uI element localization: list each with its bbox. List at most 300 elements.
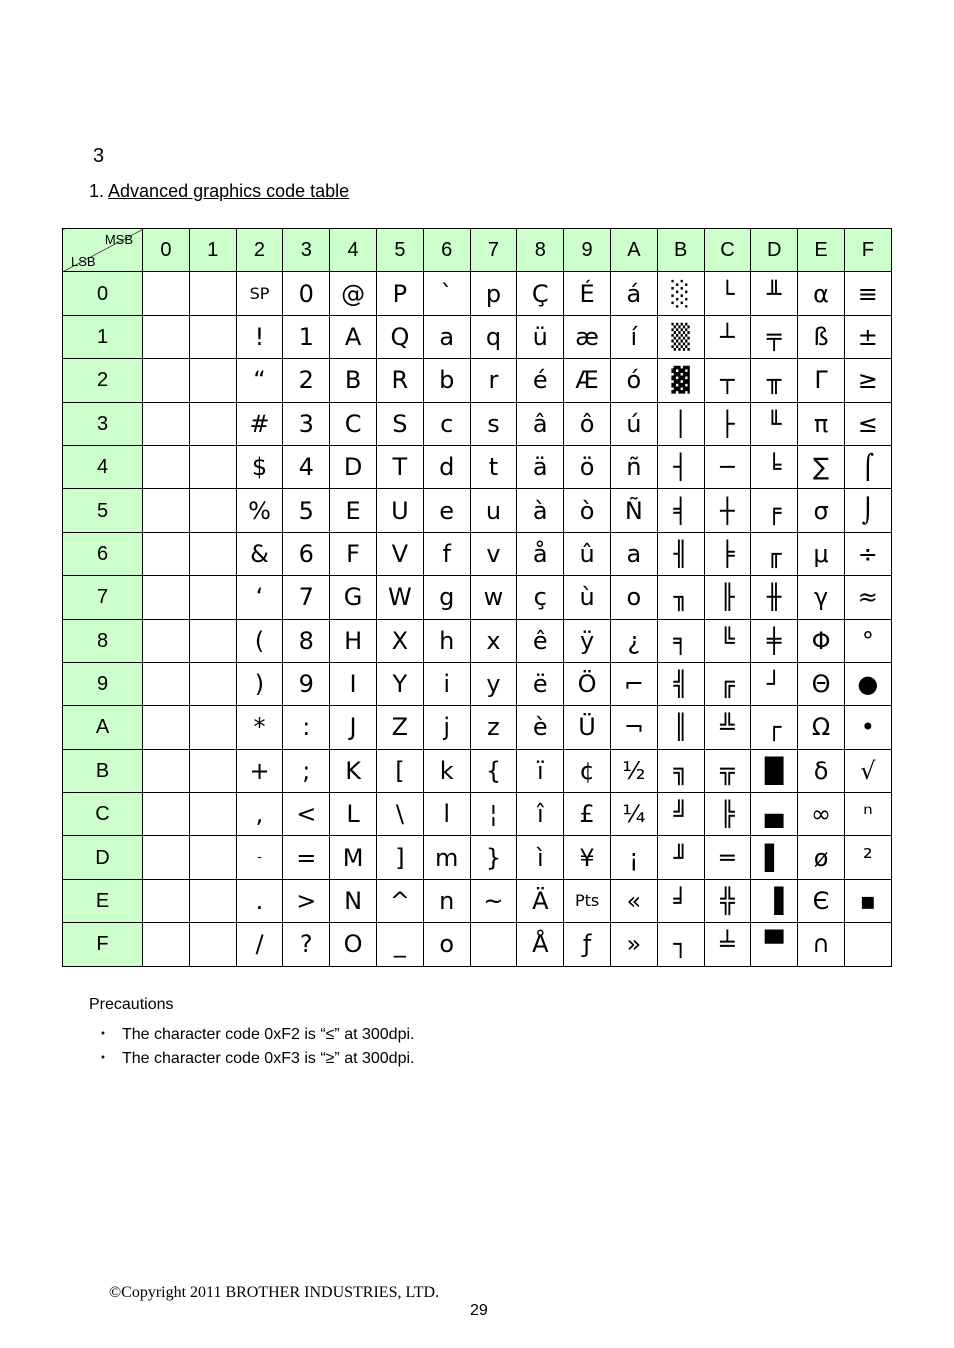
table-row xyxy=(63,749,892,792)
code-cell: ‘ xyxy=(236,576,283,619)
code-cell: X xyxy=(376,619,423,662)
code-cell: b xyxy=(423,359,470,402)
column-header: 0 xyxy=(143,229,190,272)
row-header: A xyxy=(63,706,143,749)
code-cell: │ xyxy=(657,402,704,445)
code-cell: ¦ xyxy=(470,793,517,836)
code-cell: 4 xyxy=(283,445,330,488)
code-cell: è xyxy=(517,706,564,749)
code-cell: ∞ xyxy=(798,793,845,836)
code-cell: Ç xyxy=(517,272,564,315)
code-cell: é xyxy=(517,359,564,402)
code-cell: L xyxy=(330,793,377,836)
code-cell: ~ xyxy=(470,879,517,922)
precaution-item xyxy=(95,1021,414,1044)
code-cell: K xyxy=(330,749,377,792)
row-header: 0 xyxy=(63,272,143,315)
code-cell: ≥ xyxy=(844,359,891,402)
code-cell: 6 xyxy=(283,532,330,575)
code-cell: v xyxy=(470,532,517,575)
code-cell: 2 xyxy=(283,359,330,402)
code-cell: ù xyxy=(564,576,611,619)
code-cell: F xyxy=(330,532,377,575)
code-cell: £ xyxy=(564,793,611,836)
table-row xyxy=(63,706,892,749)
code-cell xyxy=(189,793,236,836)
code-cell: ú xyxy=(610,402,657,445)
section-number: 3 xyxy=(93,145,105,167)
code-cell: Q xyxy=(376,315,423,358)
code-cell: Ö xyxy=(564,662,611,705)
code-cell: ó xyxy=(610,359,657,402)
code-cell: # xyxy=(236,402,283,445)
code-cell: u xyxy=(470,489,517,532)
code-cell: ⌡ xyxy=(844,489,891,532)
code-cell: ┤ xyxy=(657,445,704,488)
code-cell: ╧ xyxy=(704,923,751,966)
code-cell: ≈ xyxy=(844,576,891,619)
page-number: 29 xyxy=(470,1302,488,1319)
page-subtitle xyxy=(89,181,349,202)
code-cell: ╪ xyxy=(751,619,798,662)
column-header: 9 xyxy=(564,229,611,272)
row-header: 7 xyxy=(63,576,143,619)
bullet: ・ xyxy=(95,1026,112,1043)
code-cell: ╖ xyxy=(657,576,704,619)
code-cell xyxy=(189,879,236,922)
code-cell: ╦ xyxy=(704,749,751,792)
code-cell: █ xyxy=(751,749,798,792)
code-cell: ┌ xyxy=(751,706,798,749)
code-cell: ┘ xyxy=(751,662,798,705)
code-cell: % xyxy=(236,489,283,532)
code-cell xyxy=(143,402,190,445)
code-cell: : xyxy=(283,706,330,749)
table-row xyxy=(63,619,892,662)
code-cell xyxy=(143,489,190,532)
code-cell: ▀ xyxy=(751,923,798,966)
code-cell: ⌐ xyxy=(610,662,657,705)
code-cell: î xyxy=(517,793,564,836)
code-cell: ┐ xyxy=(657,923,704,966)
code-cell: Ä xyxy=(517,879,564,922)
code-cell: w xyxy=(470,576,517,619)
code-cell: ● xyxy=(844,662,891,705)
code-cell: g xyxy=(423,576,470,619)
code-cell: Z xyxy=(376,706,423,749)
code-cell xyxy=(844,923,891,966)
code-cell: W xyxy=(376,576,423,619)
code-cell: , xyxy=(236,793,283,836)
code-cell: ¥ xyxy=(564,836,611,879)
code-cell: ñ xyxy=(610,445,657,488)
code-cell: D xyxy=(330,445,377,488)
code-cell: t xyxy=(470,445,517,488)
code-cell: J xyxy=(330,706,377,749)
code-cell: [ xyxy=(376,749,423,792)
code-cell xyxy=(143,749,190,792)
code-cell: . xyxy=(236,879,283,922)
code-cell: ¿ xyxy=(610,619,657,662)
code-cell: ▪ xyxy=(844,879,891,922)
code-cell: = xyxy=(283,836,330,879)
code-cell: « xyxy=(610,879,657,922)
table-corner xyxy=(63,229,143,272)
code-cell: ² xyxy=(844,836,891,879)
code-cell: ⁿ xyxy=(844,793,891,836)
column-header: 3 xyxy=(283,229,330,272)
code-cell: ╩ xyxy=(704,706,751,749)
code-cell: ╗ xyxy=(657,749,704,792)
table-row xyxy=(63,359,892,402)
code-cell: e xyxy=(423,489,470,532)
table-row xyxy=(63,923,892,966)
code-cell: ï xyxy=(517,749,564,792)
code-cell xyxy=(143,836,190,879)
code-cell: ß xyxy=(798,315,845,358)
code-cell xyxy=(189,315,236,358)
code-cell xyxy=(189,272,236,315)
code-cell: B xyxy=(330,359,377,402)
code-cell: ╫ xyxy=(751,576,798,619)
code-cell: h xyxy=(423,619,470,662)
code-cell: O xyxy=(330,923,377,966)
code-cell: ⌠ xyxy=(844,445,891,488)
subtitle-link[interactable]: Advanced graphics code table xyxy=(108,181,350,201)
code-cell xyxy=(143,879,190,922)
code-cell: ╓ xyxy=(751,532,798,575)
code-cell: ╥ xyxy=(751,359,798,402)
code-cell: ╔ xyxy=(704,662,751,705)
row-header: D xyxy=(63,836,143,879)
code-cell xyxy=(143,315,190,358)
code-cell: ╢ xyxy=(657,532,704,575)
code-cell: ╨ xyxy=(751,272,798,315)
code-cell: 0 xyxy=(283,272,330,315)
code-cell: ┴ xyxy=(704,315,751,358)
code-cell: Γ xyxy=(798,359,845,402)
table-row xyxy=(63,793,892,836)
code-cell: Å xyxy=(517,923,564,966)
code-cell: ¼ xyxy=(610,793,657,836)
bullet: ・ xyxy=(95,1050,112,1067)
row-header: 3 xyxy=(63,402,143,445)
code-cell: ` xyxy=(423,272,470,315)
column-header: 8 xyxy=(517,229,564,272)
row-header: F xyxy=(63,923,143,966)
code-cell: å xyxy=(517,532,564,575)
column-header: 2 xyxy=(236,229,283,272)
code-cell: ê xyxy=(517,619,564,662)
code-cell: ╚ xyxy=(704,619,751,662)
code-cell: Pts xyxy=(564,879,611,922)
code-cell: a xyxy=(423,315,470,358)
code-cell: ½ xyxy=(610,749,657,792)
code-cell: z xyxy=(470,706,517,749)
code-cell: » xyxy=(610,923,657,966)
precaution-text: The character code 0xF2 is “≤” at 300dpi. xyxy=(122,1026,415,1043)
code-cell: G xyxy=(330,576,377,619)
code-cell: 8 xyxy=(283,619,330,662)
row-header: C xyxy=(63,793,143,836)
code-cell: m xyxy=(423,836,470,879)
column-header: 1 xyxy=(189,229,236,272)
row-header: 8 xyxy=(63,619,143,662)
code-cell: ╣ xyxy=(657,662,704,705)
code-cell: p xyxy=(470,272,517,315)
code-cell: ▒ xyxy=(657,315,704,358)
table-row xyxy=(63,315,892,358)
code-cell xyxy=(189,359,236,402)
code-cell: Θ xyxy=(798,662,845,705)
code-cell: f xyxy=(423,532,470,575)
code-cell: ─ xyxy=(704,445,751,488)
code-cell: • xyxy=(844,706,891,749)
column-header: D xyxy=(751,229,798,272)
code-cell: γ xyxy=(798,576,845,619)
code-cell: ╠ xyxy=(704,793,751,836)
code-cell: @ xyxy=(330,272,377,315)
column-header: A xyxy=(610,229,657,272)
code-cell: ≤ xyxy=(844,402,891,445)
code-cell xyxy=(189,445,236,488)
table-row xyxy=(63,662,892,705)
code-cell: ╤ xyxy=(751,315,798,358)
code-cell: T xyxy=(376,445,423,488)
code-cell: ä xyxy=(517,445,564,488)
code-cell: ? xyxy=(283,923,330,966)
table-row xyxy=(63,402,892,445)
code-cell: ( xyxy=(236,619,283,662)
code-cell: A xyxy=(330,315,377,358)
column-header: 6 xyxy=(423,229,470,272)
code-cell: ╛ xyxy=(657,879,704,922)
code-cell: ┬ xyxy=(704,359,751,402)
code-cell: $ xyxy=(236,445,283,488)
column-header: 4 xyxy=(330,229,377,272)
precautions-title: Precautions xyxy=(89,996,174,1013)
code-cell: ▌ xyxy=(751,836,798,879)
code-cell: ╬ xyxy=(704,879,751,922)
code-cell: C xyxy=(330,402,377,445)
code-cell: P xyxy=(376,272,423,315)
code-cell: 7 xyxy=(283,576,330,619)
code-cell: ╕ xyxy=(657,619,704,662)
code-cell: ∩ xyxy=(798,923,845,966)
code-cell xyxy=(143,359,190,402)
code-cell: ; xyxy=(283,749,330,792)
code-cell: Φ xyxy=(798,619,845,662)
column-header: 5 xyxy=(376,229,423,272)
code-cell: y xyxy=(470,662,517,705)
code-cell: l xyxy=(423,793,470,836)
code-cell: ═ xyxy=(704,836,751,879)
code-cell: ¢ xyxy=(564,749,611,792)
code-cell: S xyxy=(376,402,423,445)
code-cell xyxy=(189,576,236,619)
code-cell: ƒ xyxy=(564,923,611,966)
code-cell: SP xyxy=(236,272,283,315)
code-cell: ë xyxy=(517,662,564,705)
code-cell: ▐ xyxy=(751,879,798,922)
code-cell xyxy=(143,793,190,836)
code-cell: U xyxy=(376,489,423,532)
code-cell: ╒ xyxy=(751,489,798,532)
code-cell: > xyxy=(283,879,330,922)
column-header: 7 xyxy=(470,229,517,272)
code-cell: à xyxy=(517,489,564,532)
code-cell xyxy=(143,706,190,749)
code-cell: ╝ xyxy=(657,793,704,836)
code-cell: ╜ xyxy=(657,836,704,879)
code-cell: ≡ xyxy=(844,272,891,315)
table-row xyxy=(63,489,892,532)
row-header: 4 xyxy=(63,445,143,488)
code-cell xyxy=(189,662,236,705)
code-cell: ╘ xyxy=(751,445,798,488)
code-cell: σ xyxy=(798,489,845,532)
code-cell: 9 xyxy=(283,662,330,705)
code-cell: 5 xyxy=(283,489,330,532)
code-cell: s xyxy=(470,402,517,445)
code-cell xyxy=(189,619,236,662)
code-cell: ô xyxy=(564,402,611,445)
code-cell: V xyxy=(376,532,423,575)
code-cell xyxy=(189,532,236,575)
table-row xyxy=(63,532,892,575)
code-cell: r xyxy=(470,359,517,402)
code-cell xyxy=(189,489,236,532)
code-cell: ╟ xyxy=(704,576,751,619)
code-cell: ì xyxy=(517,836,564,879)
code-cell xyxy=(189,836,236,879)
code-cell xyxy=(143,576,190,619)
code-cell: Y xyxy=(376,662,423,705)
msb-label: MSB xyxy=(104,232,133,247)
row-header: 1 xyxy=(63,315,143,358)
code-cell: d xyxy=(423,445,470,488)
row-header: B xyxy=(63,749,143,792)
table-row xyxy=(63,576,892,619)
precaution-item xyxy=(95,1045,414,1068)
code-cell: ° xyxy=(844,619,891,662)
code-cell: c xyxy=(423,402,470,445)
code-cell: ! xyxy=(236,315,283,358)
precaution-text: The character code 0xF3 is “≥” at 300dpi. xyxy=(122,1050,415,1067)
code-cell: ▄ xyxy=(751,793,798,836)
code-cell: â xyxy=(517,402,564,445)
column-header: F xyxy=(844,229,891,272)
code-cell: Ü xyxy=(564,706,611,749)
code-cell: i xyxy=(423,662,470,705)
code-cell: “ xyxy=(236,359,283,402)
code-cell xyxy=(470,923,517,966)
row-header: 2 xyxy=(63,359,143,402)
code-cell: ∑ xyxy=(798,445,845,488)
table-row xyxy=(63,445,892,488)
code-cell: / xyxy=(236,923,283,966)
code-cell xyxy=(143,272,190,315)
code-cell: N xyxy=(330,879,377,922)
code-cell: } xyxy=(470,836,517,879)
code-cell: ║ xyxy=(657,706,704,749)
code-cell: π xyxy=(798,402,845,445)
row-header: 5 xyxy=(63,489,143,532)
code-cell: o xyxy=(610,576,657,619)
code-cell: æ xyxy=(564,315,611,358)
code-cell xyxy=(143,445,190,488)
code-cell: ╞ xyxy=(704,532,751,575)
code-cell xyxy=(143,923,190,966)
code-cell: - xyxy=(236,836,283,879)
code-cell: k xyxy=(423,749,470,792)
code-cell: ╡ xyxy=(657,489,704,532)
row-header: 6 xyxy=(63,532,143,575)
code-cell xyxy=(143,662,190,705)
code-cell: o xyxy=(423,923,470,966)
code-cell: ¡ xyxy=(610,836,657,879)
code-cell: _ xyxy=(376,923,423,966)
copyright-notice: ©Copyright 2011 BROTHER INDUSTRIES, LTD. xyxy=(109,1284,440,1301)
code-cell xyxy=(189,923,236,966)
code-cell xyxy=(189,706,236,749)
code-cell: ÿ xyxy=(564,619,611,662)
code-cell: ò xyxy=(564,489,611,532)
code-cell: E xyxy=(330,489,377,532)
code-cell: Æ xyxy=(564,359,611,402)
code-cell xyxy=(189,749,236,792)
column-header: B xyxy=(657,229,704,272)
code-cell: ö xyxy=(564,445,611,488)
code-cell: í xyxy=(610,315,657,358)
code-cell: μ xyxy=(798,532,845,575)
code-cell: < xyxy=(283,793,330,836)
code-cell xyxy=(143,532,190,575)
code-cell: ├ xyxy=(704,402,751,445)
code-cell: └ xyxy=(704,272,751,315)
code-cell: { xyxy=(470,749,517,792)
code-cell: ░ xyxy=(657,272,704,315)
column-header: E xyxy=(798,229,845,272)
code-cell: R xyxy=(376,359,423,402)
code-cell xyxy=(189,402,236,445)
code-cell: á xyxy=(610,272,657,315)
row-header: E xyxy=(63,879,143,922)
code-table xyxy=(62,228,892,967)
row-header: 9 xyxy=(63,662,143,705)
code-cell xyxy=(143,619,190,662)
code-cell: α xyxy=(798,272,845,315)
code-cell: q xyxy=(470,315,517,358)
table-row xyxy=(63,879,892,922)
code-cell: a xyxy=(610,532,657,575)
code-cell: ¬ xyxy=(610,706,657,749)
code-cell: M xyxy=(330,836,377,879)
code-cell: Ñ xyxy=(610,489,657,532)
code-cell: Є xyxy=(798,879,845,922)
code-cell: + xyxy=(236,749,283,792)
code-cell: ç xyxy=(517,576,564,619)
code-cell: j xyxy=(423,706,470,749)
code-cell: Ω xyxy=(798,706,845,749)
header-row xyxy=(63,229,892,272)
code-cell: û xyxy=(564,532,611,575)
code-cell: É xyxy=(564,272,611,315)
code-cell: √ xyxy=(844,749,891,792)
code-cell: ) xyxy=(236,662,283,705)
code-cell: & xyxy=(236,532,283,575)
code-cell: \ xyxy=(376,793,423,836)
